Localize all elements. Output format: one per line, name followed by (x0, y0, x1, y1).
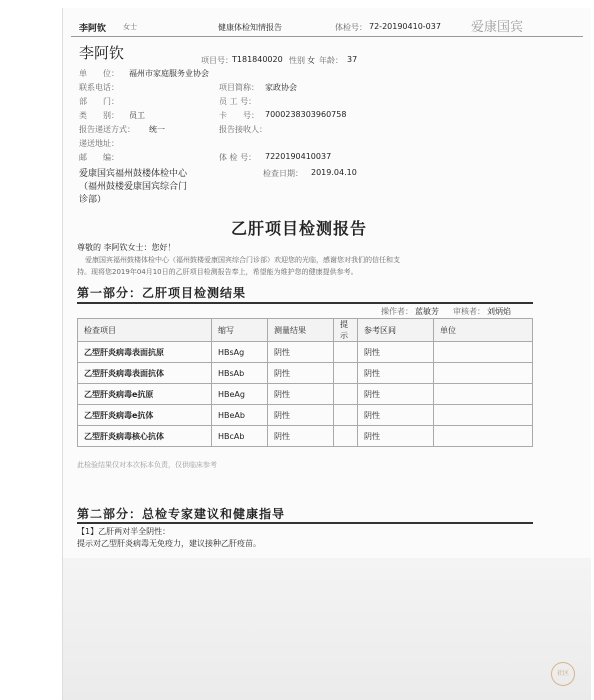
info-label-phone: 联系电话： (79, 83, 119, 92)
cell-item: 乙型肝炎病毒表面抗体 (78, 363, 212, 384)
header-divider (71, 36, 583, 37)
cell-abbr: HBsAb (212, 363, 268, 384)
table-row (78, 405, 533, 426)
cell-reference: 阴性 (358, 342, 434, 363)
cell-unit (434, 384, 533, 405)
cell-unit (434, 363, 533, 384)
operator-name: 蓝敏芳 (415, 307, 439, 316)
cell-abbr: HBcAb (212, 426, 268, 447)
header-exam-no: 72-20190410-037 (369, 22, 441, 31)
section-2-rule (77, 522, 533, 524)
info-label-project-short: 项目简称： (219, 83, 259, 92)
info-label-employee-no: 员 工 号： (219, 97, 257, 106)
patient-name: 李阿钦 (79, 44, 125, 62)
reviewer-name: 刘炳焰 (487, 307, 511, 316)
info-label-dept: 部 门： (79, 97, 119, 106)
cell-item: 乙型肝炎病毒核心抗体 (78, 426, 212, 447)
info-label-receiver: 报告接收人： (219, 125, 267, 134)
cell-item: 乙型肝炎病毒e抗体 (78, 405, 212, 426)
blank-lower-area (63, 558, 591, 700)
info-label-unit: 单 位： (79, 69, 119, 78)
greeting-line-1: 尊敬的 李阿钦女士：您好！ (77, 243, 176, 252)
header-gender: 女士 (123, 23, 137, 31)
col-header-item: 检查项目 (78, 319, 212, 342)
table-row (78, 384, 533, 405)
gender-value: 女 (307, 56, 315, 65)
report-title: 乙肝项目检测报告 (231, 219, 368, 238)
info-value-unit: 福州市家庭服务业协会 (129, 69, 209, 78)
center-line-3: 诊部） (79, 195, 107, 205)
header-doc-title: 健康体检知情报告 (218, 23, 282, 32)
cell-result: 阴性 (268, 405, 334, 426)
project-no: T181840020 (232, 55, 283, 64)
cell-unit (434, 405, 533, 426)
col-header-unit: 单位 (434, 319, 533, 342)
info-label-card: 卡 号： (219, 111, 259, 120)
info-label-delivery: 报告递送方式： (79, 125, 135, 134)
table-row (78, 342, 533, 363)
section-1-rule (77, 302, 533, 304)
results-table (77, 318, 533, 447)
cell-abbr: HBeAg (212, 384, 268, 405)
section-2-title: 第二部分：总检专家建议和健康指导 (77, 507, 286, 521)
info-label-category: 类 别： (79, 111, 119, 120)
cell-abbr: HBsAg (212, 342, 268, 363)
greeting-line-3: 持。现将您2019年04月10日的乙肝项目检测报告奉上，希望能为维护您的健康提供参考。 (77, 268, 358, 276)
cell-unit (434, 342, 533, 363)
info-value-delivery: 统一 (149, 125, 165, 134)
cell-item: 乙型肝炎病毒表面抗原 (78, 342, 212, 363)
exam-date-label: 检查日期： (263, 169, 303, 178)
seal-text: 社区 (556, 670, 569, 677)
brand-logo: 爱康国宾 (471, 20, 524, 35)
cell-hint (334, 342, 358, 363)
operator-label: 操作者： (381, 307, 413, 316)
col-header-reference: 参考区间 (358, 319, 434, 342)
header-exam-no-label: 体检号： (335, 23, 367, 32)
section-1-title: 第一部分：乙肝项目检测结果 (77, 286, 247, 300)
col-header-abbr: 缩写 (212, 319, 268, 342)
exam-date: 2019.04.10 (311, 168, 357, 177)
reviewer-label: 审核者： (453, 307, 485, 316)
cell-item: 乙型肝炎病毒e抗原 (78, 384, 212, 405)
info-value-exam-no: 7220190410037 (265, 152, 332, 161)
table-header-row (78, 319, 533, 342)
age-label: 年龄： (319, 56, 343, 65)
info-value-category: 员工 (129, 111, 145, 120)
cell-hint (334, 384, 358, 405)
table-row (78, 363, 533, 384)
cell-reference: 阴性 (358, 426, 434, 447)
cell-reference: 阴性 (358, 363, 434, 384)
col-header-result: 测量结果 (268, 319, 334, 342)
cell-hint (334, 363, 358, 384)
cell-reference: 阴性 (358, 384, 434, 405)
report-page (62, 8, 591, 700)
info-label-exam-no: 体 检 号： (219, 153, 257, 162)
cell-result: 阴性 (268, 363, 334, 384)
info-label-zip: 邮 编： (79, 153, 119, 162)
info-label-address: 递送地址： (79, 139, 119, 148)
table-note: 此检验结果仅对本次标本负责，仅供临床参考 (77, 461, 217, 469)
age-value: 37 (347, 55, 358, 64)
advice-item-title: 【1】乙肝两对半全阴性： (77, 527, 171, 536)
cell-reference: 阴性 (358, 405, 434, 426)
cell-hint (334, 426, 358, 447)
header-patient-name: 李阿钦 (79, 24, 107, 34)
advice-item-text: 提示对乙型肝炎病毒无免疫力，建议接种乙肝疫苗。 (77, 539, 261, 548)
cell-abbr: HBeAb (212, 405, 268, 426)
info-value-card: 7000238303960758 (265, 110, 347, 119)
col-header-hint: 提示 (334, 319, 358, 342)
cell-result: 阴性 (268, 342, 334, 363)
info-value-project-short: 家政协会 (265, 83, 297, 92)
gender-label: 性别 (289, 56, 305, 65)
project-no-label: 项目号： (201, 56, 233, 65)
center-line-2: （福州鼓楼爱康国宾综合门 (79, 182, 188, 192)
corner-seal (551, 662, 575, 686)
greeting-line-2: 爱康国宾福州鼓楼体检中心（福州鼓楼爱康国宾综合门诊部）欢迎您的光临，感谢您对我们的信任和支 (85, 256, 400, 264)
center-line-1: 爱康国宾福州鼓楼体检中心 (79, 169, 188, 179)
table-row (78, 426, 533, 447)
cell-hint (334, 405, 358, 426)
cell-result: 阴性 (268, 426, 334, 447)
cell-result: 阴性 (268, 384, 334, 405)
cell-unit (434, 426, 533, 447)
